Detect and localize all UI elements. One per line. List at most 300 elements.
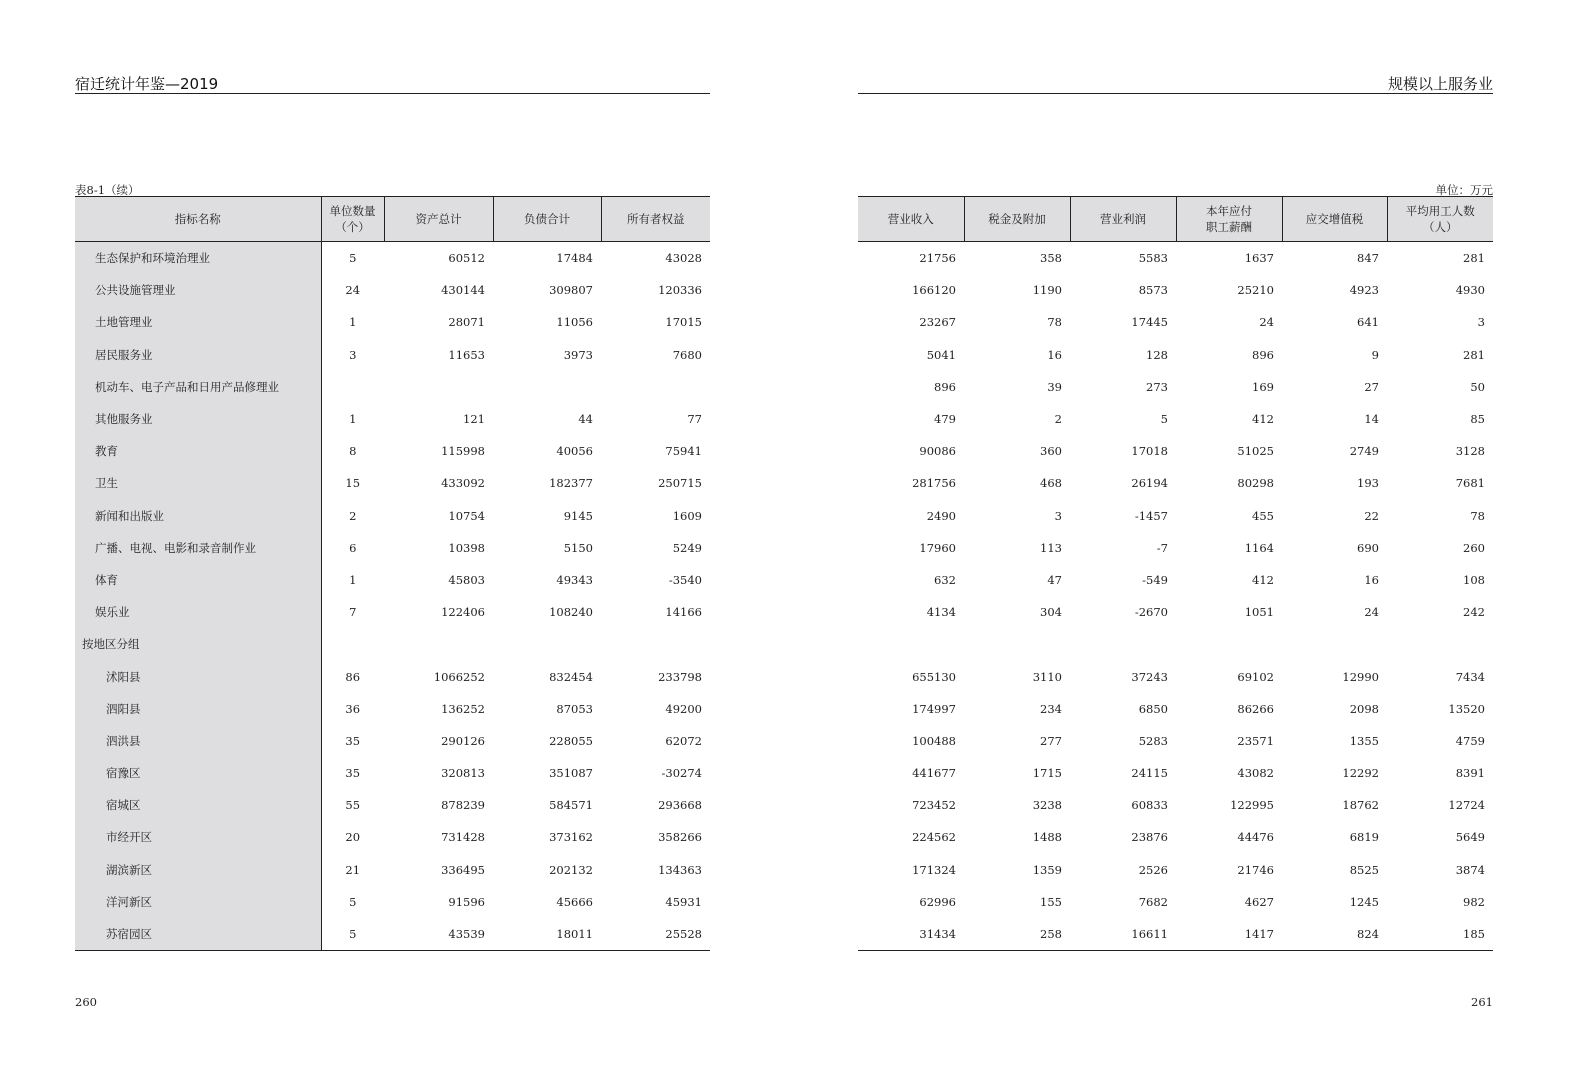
table-cell: 584571 — [549, 798, 593, 813]
table-row — [858, 371, 1493, 403]
table-cell: 351087 — [549, 766, 593, 781]
table-cell — [321, 371, 384, 403]
header-cell: 资产总计 — [384, 197, 493, 242]
table-row — [858, 854, 1493, 886]
row-label: 卫生 — [75, 467, 321, 499]
table-cell: 202132 — [549, 862, 593, 877]
row-label: 宿城区 — [75, 789, 321, 821]
table-row — [75, 500, 710, 532]
table-cell: 7434 — [1455, 669, 1485, 684]
row-label: 娱乐业 — [75, 596, 321, 628]
table-cell: -2670 — [1134, 605, 1168, 620]
table-cell: 896 — [934, 379, 956, 394]
table-cell: 62072 — [665, 733, 702, 748]
table-cell: 3128 — [1455, 444, 1485, 459]
table-cell: 5 — [321, 918, 384, 951]
table-cell: 5649 — [1455, 830, 1485, 845]
table-cell: 115998 — [441, 444, 485, 459]
row-label: 洋河新区 — [75, 886, 321, 918]
right-header-rule — [858, 93, 1493, 94]
table-cell: 193 — [1357, 476, 1379, 491]
table-cell — [384, 371, 493, 403]
table-cell: 433092 — [441, 476, 485, 491]
row-label: 苏宿园区 — [75, 918, 321, 951]
table-cell: 824 — [1282, 918, 1387, 951]
left-page-number: 260 — [75, 995, 97, 1009]
table-cell: 100488 — [912, 733, 956, 748]
table-cell — [601, 371, 710, 403]
table-cell: 8 — [349, 444, 357, 459]
table-cell: 49200 — [665, 701, 702, 716]
table-cell: 293668 — [658, 798, 702, 813]
table-cell: 90086 — [919, 444, 956, 459]
row-label: 泗洪县 — [75, 725, 321, 757]
table-cell: 21 — [345, 862, 361, 877]
table-cell: 455 — [1252, 508, 1274, 523]
table-row — [858, 339, 1493, 371]
table-cell: 655130 — [912, 669, 956, 684]
table-cell: 40056 — [556, 444, 593, 459]
table-cell: 60833 — [1131, 798, 1168, 813]
table-row — [858, 242, 1493, 275]
table-cell: 2 — [349, 508, 357, 523]
table-cell: 281 — [1463, 347, 1485, 362]
table-cell: 8573 — [1138, 283, 1168, 298]
table-row — [858, 532, 1493, 564]
table-cell: 1359 — [1032, 862, 1062, 877]
table-cell: 171324 — [912, 862, 956, 877]
table-cell: 14 — [1364, 412, 1379, 427]
table-cell: 4627 — [1244, 894, 1274, 909]
table-cell: 281 — [1463, 251, 1485, 266]
table-cell: 3874 — [1455, 862, 1485, 877]
table-cell: 5283 — [1138, 733, 1168, 748]
table-cell: 20 — [345, 830, 361, 845]
left-table-body — [75, 242, 710, 951]
right-header-row — [858, 197, 1493, 242]
table-cell: 18762 — [1342, 798, 1379, 813]
table-cell: 4134 — [926, 605, 956, 620]
table-cell: -30274 — [661, 766, 702, 781]
right-page-title: 规模以上服务业 — [1387, 75, 1493, 93]
table-cell: 17484 — [556, 251, 593, 266]
table-cell: 17015 — [665, 315, 702, 330]
table-cell: 441677 — [912, 766, 956, 781]
table-cell: 10398 — [448, 540, 485, 555]
row-label: 湖滨新区 — [75, 854, 321, 886]
table-cell: 44476 — [1237, 830, 1274, 845]
table-cell: 9145 — [563, 508, 593, 523]
table-cell: 108 — [1463, 572, 1485, 587]
table-cell: 174997 — [912, 701, 956, 716]
table-cell: 250715 — [658, 476, 702, 491]
table-cell: 258 — [964, 918, 1070, 951]
table-cell: 430144 — [441, 283, 485, 298]
row-label: 机动车、电子产品和日用产品修理业 — [75, 371, 321, 403]
table-cell: 723452 — [912, 798, 956, 813]
table-cell: 6819 — [1349, 830, 1379, 845]
header-cell: 单位数量 （个） — [321, 197, 384, 242]
table-cell — [1176, 628, 1282, 660]
table-cell: 479 — [934, 412, 956, 427]
table-row — [75, 660, 710, 692]
table-cell: 25528 — [601, 918, 710, 951]
table-row — [858, 918, 1493, 951]
table-cell: 5 — [349, 251, 357, 266]
table-cell: 182377 — [549, 476, 593, 491]
table-cell: -549 — [1142, 572, 1168, 587]
table-cell: 91596 — [448, 894, 485, 909]
table-cell: 11056 — [556, 315, 593, 330]
table-cell — [493, 371, 601, 403]
row-label: 新闻和出版业 — [75, 500, 321, 532]
header-cell: 营业收入 — [858, 197, 964, 242]
table-cell: 847 — [1357, 251, 1379, 266]
table-row — [75, 306, 710, 338]
table-row — [858, 886, 1493, 918]
table-row — [75, 725, 710, 757]
table-cell: 44 — [578, 412, 593, 427]
table-cell: 320813 — [441, 766, 485, 781]
table-cell: 7681 — [1455, 476, 1485, 491]
table-cell: 12724 — [1448, 798, 1485, 813]
table-row — [75, 242, 710, 275]
right-data-table — [858, 196, 1493, 951]
table-cell: 2 — [1054, 412, 1062, 427]
table-cell: 78 — [1470, 508, 1485, 523]
table-cell: 224562 — [912, 830, 956, 845]
table-cell: 8525 — [1349, 862, 1379, 877]
table-cell: 1715 — [1032, 766, 1062, 781]
table-cell: 2526 — [1138, 862, 1168, 877]
table-cell: 15 — [345, 476, 361, 491]
table-cell: 169 — [1252, 379, 1274, 394]
table-row — [75, 274, 710, 306]
row-label: 按地区分组 — [75, 628, 321, 660]
table-cell: 17960 — [919, 540, 956, 555]
table-cell: 47 — [1047, 572, 1062, 587]
table-cell — [1387, 628, 1493, 660]
table-cell: 86 — [345, 669, 361, 684]
table-cell: 10754 — [448, 508, 485, 523]
header-cell: 平均用工人数 （人） — [1387, 197, 1493, 242]
table-row — [75, 532, 710, 564]
left-data-table — [75, 196, 710, 951]
table-cell: 5 — [349, 894, 357, 909]
table-cell: 24 — [345, 283, 361, 298]
table-cell: 290126 — [441, 733, 485, 748]
table-cell: 24115 — [1131, 766, 1168, 781]
table-row — [75, 403, 710, 435]
table-cell — [858, 628, 964, 660]
table-cell: -7 — [1156, 540, 1168, 555]
unit-label: 单位：万元 — [1435, 183, 1493, 197]
row-label: 体育 — [75, 564, 321, 596]
header-cell: 所有者权益 — [601, 197, 710, 242]
table-row — [858, 725, 1493, 757]
table-cell: 5249 — [672, 540, 702, 555]
table-cell — [1070, 628, 1176, 660]
table-row — [75, 821, 710, 853]
table-cell: 1051 — [1244, 605, 1274, 620]
table-cell: 24 — [1259, 315, 1274, 330]
table-cell: 690 — [1357, 540, 1379, 555]
table-cell: 85 — [1470, 412, 1485, 427]
row-label: 生态保护和环境治理业 — [75, 242, 321, 275]
table-cell: 25210 — [1237, 283, 1274, 298]
table-cell: 121 — [463, 412, 485, 427]
table-cell: 23267 — [919, 315, 956, 330]
table-cell: 4759 — [1455, 733, 1485, 748]
table-cell: 358 — [1040, 251, 1062, 266]
table-cell: 43539 — [384, 918, 493, 951]
table-cell: 6 — [349, 540, 357, 555]
table-cell: 832454 — [549, 669, 593, 684]
table-cell: 166120 — [912, 283, 956, 298]
table-cell: 18011 — [493, 918, 601, 951]
table-cell: -1457 — [1134, 508, 1168, 523]
table-cell: 39 — [1047, 379, 1062, 394]
left-header-rule — [75, 93, 710, 94]
table-cell: 128 — [1146, 347, 1168, 362]
table-cell: 55 — [345, 798, 361, 813]
table-cell: 22 — [1364, 508, 1379, 523]
row-label: 其他服务业 — [75, 403, 321, 435]
table-row — [858, 789, 1493, 821]
table-cell: -3540 — [668, 572, 702, 587]
table-cell: 113 — [1040, 540, 1062, 555]
left-page-title: 宿迁统计年鉴—2019 — [75, 75, 219, 93]
table-cell: 23876 — [1131, 830, 1168, 845]
table-cell: 304 — [1040, 605, 1062, 620]
table-cell: 309807 — [549, 283, 593, 298]
table-cell: 50 — [1470, 379, 1485, 394]
table-cell: 43028 — [665, 251, 702, 266]
table-cell: 87053 — [556, 701, 593, 716]
table-row — [858, 821, 1493, 853]
table-cell: 136252 — [441, 701, 485, 716]
table-cell: 14166 — [665, 605, 702, 620]
table-cell: 2490 — [926, 508, 956, 523]
table-cell: 878239 — [441, 798, 485, 813]
table-cell: 13520 — [1448, 701, 1485, 716]
table-row — [75, 918, 710, 951]
table-cell: 1355 — [1349, 733, 1379, 748]
table-cell: 336495 — [441, 862, 485, 877]
table-cell: 45666 — [556, 894, 593, 909]
table-cell: 358266 — [658, 830, 702, 845]
table-row — [75, 339, 710, 371]
table-cell: 12292 — [1342, 766, 1379, 781]
table-cell: 277 — [1040, 733, 1062, 748]
table-row — [858, 274, 1493, 306]
table-cell: 1190 — [1032, 283, 1062, 298]
table-cell: 234 — [1040, 701, 1062, 716]
table-row — [75, 628, 710, 660]
table-cell: 228055 — [549, 733, 593, 748]
table-cell: 51025 — [1237, 444, 1274, 459]
table-cell: 360 — [1040, 444, 1062, 459]
table-cell: 1417 — [1176, 918, 1282, 951]
table-row — [75, 435, 710, 467]
table-row — [858, 693, 1493, 725]
table-cell: 31434 — [858, 918, 964, 951]
table-cell: 35 — [345, 766, 361, 781]
row-label: 公共设施管理业 — [75, 274, 321, 306]
table-cell: 7682 — [1138, 894, 1168, 909]
table-row — [858, 564, 1493, 596]
table-cell: 16 — [1047, 347, 1062, 362]
row-label: 广播、电视、电影和录音制作业 — [75, 532, 321, 564]
table-cell: 632 — [934, 572, 956, 587]
table-cell: 86266 — [1237, 701, 1274, 716]
table-cell: 233798 — [658, 669, 702, 684]
table-cell: 1637 — [1244, 251, 1274, 266]
table-cell: 17018 — [1131, 444, 1168, 459]
table-cell: 468 — [1040, 476, 1062, 491]
table-cell: 273 — [1146, 379, 1168, 394]
row-label: 宿豫区 — [75, 757, 321, 789]
table-cell: 3973 — [563, 347, 593, 362]
table-cell: 3 — [1477, 315, 1485, 330]
table-cell: 11653 — [448, 347, 485, 362]
row-label: 教育 — [75, 435, 321, 467]
table-cell: 78 — [1047, 315, 1062, 330]
table-cell: 412 — [1252, 412, 1274, 427]
table-cell: 5 — [1160, 412, 1168, 427]
table-cell: 134363 — [658, 862, 702, 877]
table-cell: 26194 — [1131, 476, 1168, 491]
table-row — [75, 467, 710, 499]
table-cell: 16 — [1364, 572, 1379, 587]
table-cell: 412 — [1252, 572, 1274, 587]
table-cell — [321, 628, 384, 660]
table-row — [858, 660, 1493, 692]
header-cell: 营业利润 — [1070, 197, 1176, 242]
table-cell: 45931 — [665, 894, 702, 909]
table-row — [75, 757, 710, 789]
table-cell: 1488 — [1032, 830, 1062, 845]
table-cell: 80298 — [1237, 476, 1274, 491]
table-cell: 12990 — [1342, 669, 1379, 684]
table-row — [75, 854, 710, 886]
table-cell: 21756 — [919, 251, 956, 266]
table-cell: 1066252 — [433, 669, 485, 684]
row-label: 泗阳县 — [75, 693, 321, 725]
right-page-number: 261 — [1471, 995, 1493, 1009]
table-cell: 4930 — [1455, 283, 1485, 298]
table-cell: 1 — [349, 315, 357, 330]
table-cell: 2098 — [1349, 701, 1379, 716]
table-cell — [1282, 628, 1387, 660]
table-caption: 表8-1（续） — [75, 183, 140, 197]
table-cell: 982 — [1463, 894, 1485, 909]
table-cell: 23571 — [1237, 733, 1274, 748]
table-cell: 242 — [1463, 605, 1485, 620]
table-cell — [493, 628, 601, 660]
table-cell: 3 — [349, 347, 357, 362]
table-cell: 4923 — [1349, 283, 1379, 298]
table-cell: 122995 — [1230, 798, 1274, 813]
table-row — [858, 467, 1493, 499]
table-row — [858, 757, 1493, 789]
table-row — [858, 596, 1493, 628]
table-cell: 60512 — [448, 251, 485, 266]
table-cell: 260 — [1463, 540, 1485, 555]
table-cell: 731428 — [441, 830, 485, 845]
table-cell: 120336 — [658, 283, 702, 298]
table-cell: 1245 — [1349, 894, 1379, 909]
table-cell: 17445 — [1131, 315, 1168, 330]
row-label: 土地管理业 — [75, 306, 321, 338]
table-cell: 108240 — [549, 605, 593, 620]
table-cell: 37243 — [1131, 669, 1168, 684]
table-cell: 16611 — [1070, 918, 1176, 951]
table-cell: 9 — [1371, 347, 1379, 362]
table-row — [75, 886, 710, 918]
table-cell: 3 — [1054, 508, 1062, 523]
table-cell: 122406 — [441, 605, 485, 620]
table-cell: 1 — [349, 412, 357, 427]
table-cell: 27 — [1364, 379, 1379, 394]
table-cell: 896 — [1252, 347, 1274, 362]
table-row — [858, 403, 1493, 435]
header-indicator-name: 指标名称 — [75, 197, 321, 242]
header-cell: 负债合计 — [493, 197, 601, 242]
table-cell: 28071 — [448, 315, 485, 330]
table-cell: 5041 — [926, 347, 956, 362]
table-cell: 641 — [1357, 315, 1379, 330]
table-cell: 155 — [1040, 894, 1062, 909]
table-row — [858, 306, 1493, 338]
table-cell: 185 — [1387, 918, 1493, 951]
table-cell: 35 — [345, 733, 361, 748]
table-row — [75, 693, 710, 725]
table-cell: 373162 — [549, 830, 593, 845]
table-cell: 36 — [345, 701, 361, 716]
table-cell: 7 — [349, 605, 357, 620]
table-cell — [964, 628, 1070, 660]
table-cell: 69102 — [1237, 669, 1274, 684]
header-cell: 本年应付 职工薪酬 — [1176, 197, 1282, 242]
table-cell: 281756 — [912, 476, 956, 491]
table-row — [75, 564, 710, 596]
table-cell: 8391 — [1455, 766, 1485, 781]
table-cell: 7680 — [672, 347, 702, 362]
table-cell: 24 — [1364, 605, 1379, 620]
table-cell: 6850 — [1138, 701, 1168, 716]
header-cell: 税金及附加 — [964, 197, 1070, 242]
table-row — [858, 628, 1493, 660]
table-cell: 3238 — [1032, 798, 1062, 813]
table-cell — [384, 628, 493, 660]
table-cell: 21746 — [1237, 862, 1274, 877]
table-cell: 5150 — [563, 540, 593, 555]
table-row — [75, 596, 710, 628]
table-cell: 45803 — [448, 572, 485, 587]
table-cell: 75941 — [665, 444, 702, 459]
table-cell: 2749 — [1349, 444, 1379, 459]
table-row — [75, 371, 710, 403]
table-cell — [601, 628, 710, 660]
table-row — [75, 789, 710, 821]
table-cell: 77 — [687, 412, 702, 427]
table-cell: 3110 — [1032, 669, 1062, 684]
table-cell: 43082 — [1237, 766, 1274, 781]
table-cell: 1164 — [1244, 540, 1274, 555]
table-cell: 49343 — [556, 572, 593, 587]
table-cell: 1609 — [672, 508, 702, 523]
